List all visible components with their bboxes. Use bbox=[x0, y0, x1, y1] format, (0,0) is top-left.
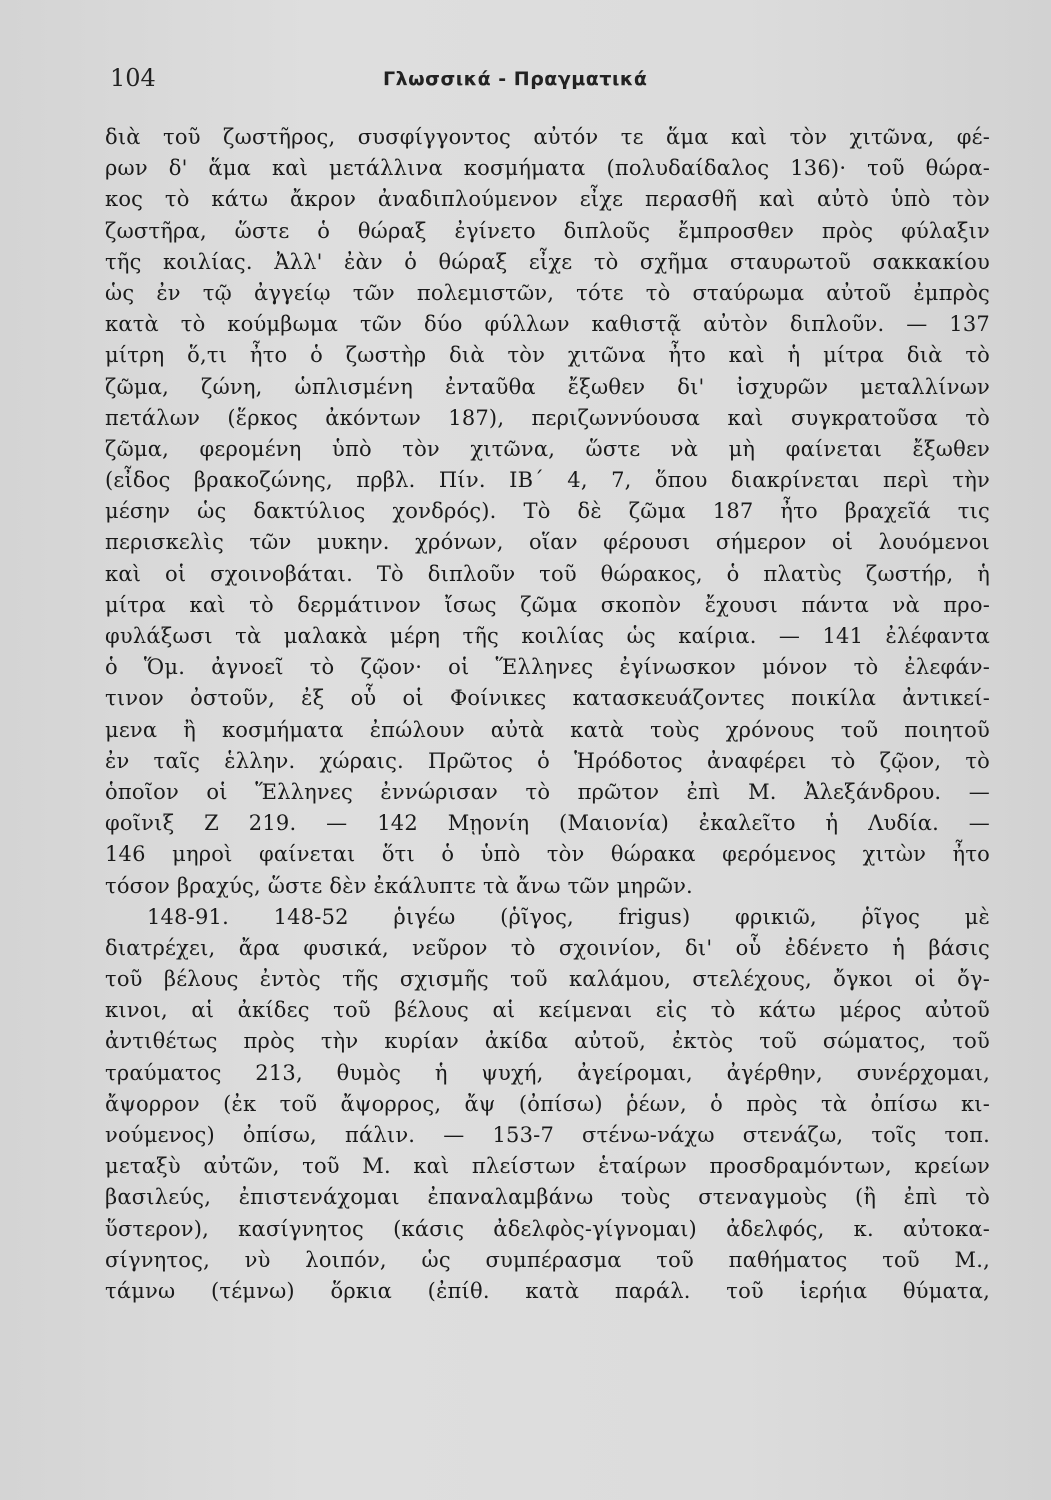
text-line: κινοι, αἱ ἀκίδες τοῦ βέλους αἱ κείμεναι εἰς τὸ κάτω μέρος αὐτοῦ bbox=[105, 998, 990, 1023]
text-line: βασιλεύς, ἐπιστενάχομαι ἐπαναλαμβάνω τοὺς στεναγμοὺς (ἢ ἐπὶ τὸ bbox=[105, 1185, 990, 1210]
text-line: ζῶμα, φερομένη ὑπὸ τὸν χιτῶνα, ὥστε νὰ μὴ φαίνεται ἔξωθεν bbox=[105, 436, 990, 461]
running-head: Γλωσσικά - Πραγματικά bbox=[383, 68, 648, 90]
page-number: 104 bbox=[110, 64, 156, 92]
text-line: ζωστῆρα, ὥστε ὁ θώραξ ἐγίνετο διπλοῦς ἔμπροσθεν πρὸς φύλαξιν bbox=[105, 218, 990, 243]
text-line: διατρέχει, ἄρα φυσικά, νεῦρον τὸ σχοινίον, δι' οὗ ἐδένετο ἡ βάσις bbox=[105, 935, 990, 960]
text-line: μίτρη ὅ,τι ἦτο ὁ ζωστὴρ διὰ τὸν χιτῶνα ἦτο καὶ ἡ μίτρα διὰ τὸ bbox=[105, 343, 990, 368]
text-line: (εἶδος βρακοζώνης, πρβλ. Πίν. ΙΒ΄ 4, 7, ὅπου διακρίνεται περὶ τὴν bbox=[105, 468, 990, 493]
text-line: κος τὸ κάτω ἄκρον ἀναδιπλούμενον εἶχε περασθῆ καὶ αὐτὸ ὑπὸ τὸν bbox=[105, 187, 990, 212]
text-line: περισκελὶς τῶν μυκην. χρόνων, οἵαν φέρουσι σήμερον οἱ λουόμενοι bbox=[105, 530, 990, 555]
text-line: ὡς ἐν τῷ ἀγγείῳ τῶν πολεμιστῶν, τότε τὸ σταύρωμα αὐτοῦ ἐμπρὸς bbox=[105, 280, 990, 305]
text-line: μέσην ὡς δακτύλιος χονδρός). Τὸ δὲ ζῶμα 187 ἦτο βραχεῖά τις bbox=[105, 499, 990, 524]
text-line: νούμενος) ὀπίσω, πάλιν. — 153-7 στένω-νάχω στενάζω, τοῖς τοπ. bbox=[105, 1123, 990, 1147]
page-header bbox=[110, 64, 990, 104]
commentary-text bbox=[105, 122, 990, 1307]
text-line: φυλάξωσι τὰ μαλακὰ μέρη τῆς κοιλίας ὡς καίρια. — 141 ἐλέφαντα bbox=[105, 624, 990, 648]
text-line: κατὰ τὸ κούμβωμα τῶν δύο φύλλων καθιστᾷ αὐτὸν διπλοῦν. — 137 bbox=[105, 312, 990, 337]
text-line: φοῖνιξ Ζ 219. — 142 Μῃονίη (Μαιονία) ἐκαλεῖτο ἡ Λυδία. — bbox=[105, 811, 990, 836]
text-line: μίτρα καὶ τὸ δερμάτινον ἴσως ζῶμα σκοπὸν ἔχουσι πάντα νὰ προ- bbox=[105, 592, 990, 617]
text-line: μεταξὺ αὐτῶν, τοῦ Μ. καὶ πλείστων ἑταίρων προσδραμόντων, κρείων bbox=[105, 1154, 990, 1179]
text-line: ἀντιθέτως πρὸς τὴν κυρίαν ἀκίδα αὐτοῦ, ἐκτὸς τοῦ σώματος, τοῦ bbox=[105, 1029, 990, 1054]
text-line: τραύματος 213, θυμὸς ἡ ψυχή, ἀγείρομαι, ἀγέρθην, συνέρχομαι, bbox=[105, 1060, 990, 1085]
text-line: μενα ἢ κοσμήματα ἐπώλουν αὐτὰ κατὰ τοὺς χρόνους τοῦ ποιητοῦ bbox=[105, 717, 990, 742]
text-line: πετάλων (ἕρκος ἀκόντων 187), περιζωννύουσα καὶ συγκρατοῦσα τὸ bbox=[105, 405, 990, 430]
text-line: τῆς κοιλίας. Ἀλλ' ἐὰν ὁ θώραξ εἶχε τὸ σχῆμα σταυρωτοῦ σακκακίου bbox=[105, 249, 990, 274]
text-line: ἄψορρον (ἐκ τοῦ ἄψορρος, ἄψ (ὀπίσω) ῥέων, ὁ πρὸς τὰ ὀπίσω κι- bbox=[105, 1091, 990, 1116]
text-line: ὕστερον), κασίγνητος (κάσις ἀδελφὸς-γίγνομαι) ἀδελφός, κ. αὐτοκα- bbox=[105, 1216, 990, 1241]
text-line: ρων δ' ἅμα καὶ μετάλλινα κοσμήματα (πολυδαίδαλος 136)· τοῦ θώρα- bbox=[105, 156, 990, 181]
section-heading-line: 148-91. 148-52 ῥιγέω (ῥῖγος, frigus) φρικιῶ, ῥῖγος μὲ bbox=[147, 904, 990, 929]
text-line: σίγνητος, νὺ λοιπόν, ὡς συμπέρασμα τοῦ παθήματος τοῦ Μ., bbox=[105, 1247, 990, 1272]
text-line: ὁποῖον οἱ Ἕλληνες ἐννώρισαν τὸ πρῶτον ἐπὶ Μ. Ἀλεξάνδρου. — bbox=[105, 779, 990, 804]
text-line: ὁ Ὅμ. ἀγνοεῖ τὸ ζῷον· οἱ Ἕλληνες ἐγίνωσκον μόνον τὸ ἐλεφάν- bbox=[105, 655, 990, 680]
text-line: ζῶμα, ζώνη, ὡπλισμένη ἐνταῦθα ἔξωθεν δι' ἰσχυρῶν μεταλλίνων bbox=[105, 374, 990, 399]
text-line: 146 μηροὶ φαίνεται ὅτι ὁ ὑπὸ τὸν θώρακα φερόμενος χιτὼν ἦτο bbox=[105, 842, 990, 867]
text-line: καὶ οἱ σχοινοβάται. Τὸ διπλοῦν τοῦ θώρακος, ὁ πλατὺς ζωστήρ, ἡ bbox=[105, 561, 990, 586]
text-line: τινον ὀστοῦν, ἐξ οὗ οἱ Φοίνικες κατασκευάζοντες ποικίλα ἀντικεί- bbox=[105, 686, 990, 711]
text-line: τάμνω (τέμνω) ὅρκια (ἐπίθ. κατὰ παράλ. τοῦ ἱερήια θύματα, bbox=[105, 1278, 990, 1303]
text-line: τοῦ βέλους ἐντὸς τῆς σχισμῆς τοῦ καλάμου, στελέχους, ὄγκοι οἱ ὄγ- bbox=[105, 967, 990, 992]
text-line: τόσον βραχύς, ὥστε δὲν ἐκάλυπτε τὰ ἄνω τῶν μηρῶν. bbox=[105, 873, 693, 898]
text-line: διὰ τοῦ ζωστῆρος, συσφίγγοντος αὐτόν τε ἅμα καὶ τὸν χιτῶνα, φέ- bbox=[105, 125, 990, 149]
text-line: ἐν ταῖς ἑλλην. χώραις. Πρῶτος ὁ Ἡρόδοτος ἀναφέρει τὸ ζῷον, τὸ bbox=[105, 748, 990, 773]
